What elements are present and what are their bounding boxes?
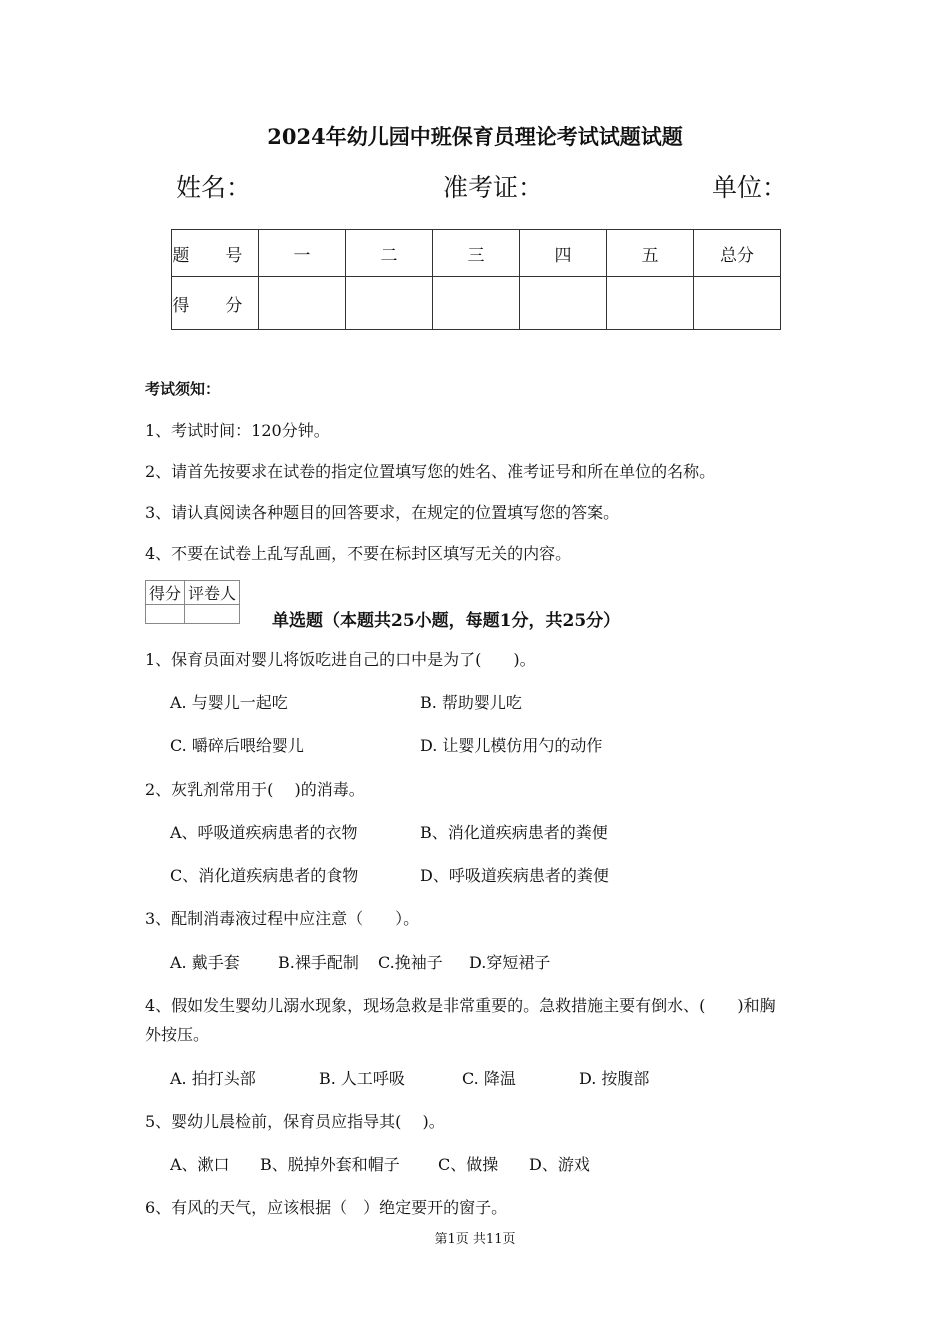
option-b: B、消化道疾病患者的粪便	[420, 823, 608, 842]
option-a: A. 戴手套	[170, 953, 240, 972]
question-stem: 5、婴幼儿晨检前，保育员应指导其( )。	[145, 1112, 445, 1131]
unit-label: 单位：	[712, 173, 788, 202]
option-b: B.裸手配制	[278, 953, 359, 972]
option-c: C. 降温	[462, 1069, 516, 1088]
score-cell-1[interactable]	[259, 277, 346, 330]
notice-item: 1、考试时间：120分钟。	[145, 421, 330, 440]
option-a: A. 拍打头部	[170, 1069, 256, 1088]
score-cell-2[interactable]	[346, 277, 433, 330]
page-footer: 第1页 共11页	[434, 1232, 516, 1247]
score-row-label: 得 分	[172, 277, 259, 330]
option-c: C、做操	[438, 1155, 499, 1174]
question-stem: 4、假如发生婴幼儿溺水现象，现场急救是非常重要的。急救措施主要有倒水、( )和胸	[145, 996, 776, 1015]
question-stem: 1、保育员面对婴儿将饭吃进自己的口中是为了( )。	[145, 650, 536, 669]
question-stem-continued: 外按压。	[145, 1025, 210, 1044]
option-d: D、呼吸道疾病患者的粪便	[420, 866, 609, 885]
name-label: 姓名：	[176, 173, 252, 202]
notice-item: 3、请认真阅读各种题目的回答要求，在规定的位置填写您的答案。	[145, 503, 620, 522]
option-c: C. 嚼碎后喂给婴儿	[170, 736, 304, 755]
total-header: 总分	[694, 230, 781, 277]
section-2-header: 二	[346, 230, 433, 277]
grader-name-label: 评卷人	[185, 581, 240, 605]
exam-title: 2024年幼儿园中班保育员理论考试试题试题	[267, 124, 683, 149]
question-stem: 2、灰乳剂常用于( )的消毒。	[145, 780, 365, 799]
score-cell-4[interactable]	[520, 277, 607, 330]
option-b: B. 人工呼吸	[319, 1069, 405, 1088]
score-cell-total[interactable]	[694, 277, 781, 330]
grader-box	[145, 580, 240, 624]
option-a: A. 与婴儿一起吃	[170, 693, 288, 712]
section-3-header: 三	[433, 230, 520, 277]
option-c: C、消化道疾病患者的食物	[170, 866, 359, 885]
question-number-header: 题 号	[172, 230, 259, 277]
option-d: D. 按腹部	[579, 1069, 650, 1088]
section-1-header: 一	[259, 230, 346, 277]
score-cell-5[interactable]	[607, 277, 694, 330]
grader-name-cell[interactable]	[185, 605, 240, 624]
option-c: C.挽袖子	[378, 953, 443, 972]
option-b: B、脱掉外套和帽子	[260, 1155, 400, 1174]
notice-item: 2、请首先按要求在试卷的指定位置填写您的姓名、准考证号和所在单位的名称。	[145, 462, 716, 481]
option-d: D.穿短裙子	[469, 953, 551, 972]
score-table-header-row	[172, 230, 781, 277]
question-stem: 3、配制消毒液过程中应注意（ ）。	[145, 909, 420, 928]
grader-score-cell[interactable]	[146, 605, 185, 624]
option-a: A、呼吸道疾病患者的衣物	[170, 823, 358, 842]
grader-score-label: 得分	[146, 581, 185, 605]
question-stem: 6、有风的天气，应该根据（ ）绝定要开的窗子。	[145, 1198, 508, 1217]
section-5-header: 五	[607, 230, 694, 277]
option-d: D、游戏	[529, 1155, 590, 1174]
notice-heading: 考试须知：	[145, 380, 221, 398]
exam-id-label: 准考证：	[443, 173, 544, 202]
section-4-header: 四	[520, 230, 607, 277]
notice-item: 4、不要在试卷上乱写乱画，不要在标封区填写无关的内容。	[145, 544, 572, 563]
option-a: A、漱口	[170, 1155, 230, 1174]
score-table	[171, 229, 781, 330]
option-d: D. 让婴儿模仿用勺的动作	[420, 736, 603, 755]
score-table-score-row	[172, 277, 781, 330]
section-title: 单选题（本题共25小题，每题1分，共25分）	[272, 611, 621, 631]
score-cell-3[interactable]	[433, 277, 520, 330]
option-b: B. 帮助婴儿吃	[420, 693, 522, 712]
